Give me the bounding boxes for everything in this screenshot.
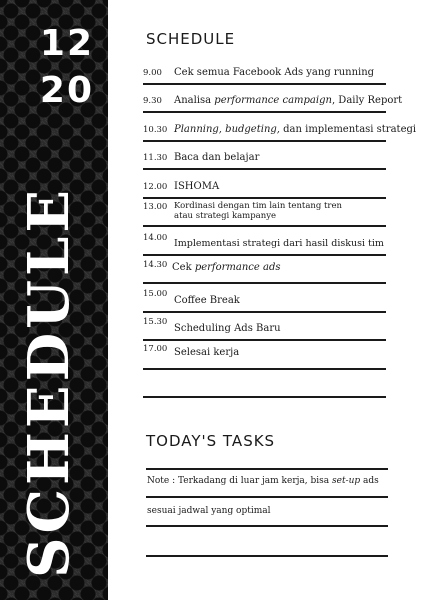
sidebar-pattern-panel [0,0,108,600]
schedule-list [143,56,417,398]
row-time: 11.30 [143,153,168,163]
schedule-row [143,256,386,285]
schedule-row [143,56,386,85]
row-task: Selesai kerja [174,346,240,358]
tasks-line [146,555,388,557]
schedule-row [143,113,417,142]
tasks-line [146,525,388,527]
row-task: Scheduling Ads Baru [174,323,281,334]
row-time: 12.00 [143,181,168,192]
schedule-row [143,199,386,228]
row-task: Analisa performance campaign, Daily Report [174,95,403,106]
schedule-row [143,284,386,313]
row-task: Baca dan belajar [174,152,260,163]
row-task: Cek performance ads [172,262,281,273]
schedule-row [143,85,403,114]
todays-tasks-heading: TODAY'S TASKS [146,432,276,450]
row-task: Kordinasi dengan tim lain tentang tren atau strategi kampanye [174,201,342,221]
vertical-schedule-title: SCHEDULE [16,185,82,578]
row-time: 9.30 [143,96,162,106]
row-time: 13.00 [143,202,168,212]
tasks-note-line2: sesuai jadwal yang optimal [147,506,271,516]
row-task: Implementasi strategi dari hasil diskusi tim [174,237,384,249]
tasks-line [146,468,388,470]
row-time: 14.00 [143,232,168,243]
row-task: Cek semua Facebook Ads yang running [174,66,375,78]
row-time: 14.30 [143,260,168,270]
schedule-row-empty [143,370,386,399]
schedule-row [143,313,386,342]
tasks-line [146,496,388,498]
row-time: 17.00 [143,343,168,354]
row-task: Coffee Break [174,294,240,306]
schedule-row [143,170,386,199]
row-time: 9.00 [143,67,162,78]
schedule-heading: SCHEDULE [146,30,236,48]
schedule-row [143,341,386,370]
row-time: 10.30 [143,124,168,135]
date-day: 20 [39,70,94,111]
schedule-row [143,227,386,256]
date-month: 12 [39,23,94,64]
row-time: 15.30 [143,317,168,327]
row-time: 15.00 [143,288,168,299]
row-task: ISHOMA [174,180,220,192]
row-task: Planning, budgeting, dan implementasi strategi [174,123,417,135]
schedule-row [143,142,386,171]
tasks-note-line1: Note : Terkadang di luar jam kerja, bisa set-up ads [147,476,379,486]
